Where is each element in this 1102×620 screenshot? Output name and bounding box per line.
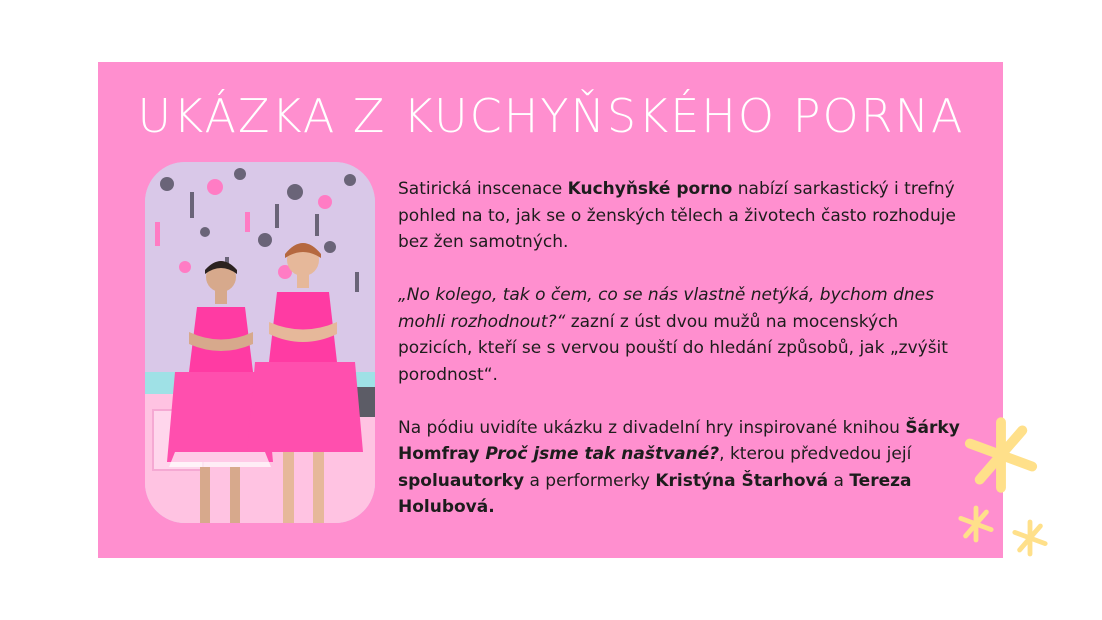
intro-text-2: nabízí sarkastický i trefný pohled na to, jak se o ženských tělech a životech často rozhoduje bez žen samotných. [398,179,956,252]
sparkle-tiny-icon [1010,518,1050,558]
quote-followup: zazní z úst dvou mužů na mocenských pozicích, kteří se s vervou pouští do hledání způsobů, jak „zvýšit porodnost“. [398,311,948,385]
paragraph-quote [398,282,968,388]
credits-text-3: a performerky [524,470,656,491]
coauthors-label: spoluautorky [398,470,525,491]
author-name: Šárky Homfray [398,417,960,464]
performers-photo [145,162,375,523]
quote-text: „No kolego, tak o čem, co se nás vlastně netýká, bychom dnes mohli rozhodnout?“ [398,285,934,332]
credits-text-2: , kterou předvedou její [719,444,912,464]
performer-name-1: Kristýna Štarhová [655,470,829,491]
performer-name-2: Tereza Holubová. [398,470,912,517]
show-name: Kuchyňské porno [567,179,733,199]
intro-text-1: Satirická inscenace [398,179,568,199]
credits-text-4: a [828,470,850,491]
paragraph-credits [398,415,968,521]
credits-text-1: Na pódiu uvidíte ukázku z divadelní hry inspirované knihou [398,417,906,438]
page-title: UKÁZKA Z KUCHYŇSKÉHO PORNA [137,89,965,143]
performers-photo-illustration [145,162,375,523]
paragraph-intro [398,176,968,256]
description-text [398,176,968,547]
book-title: Proč jsme tak naštvané? [479,444,720,464]
